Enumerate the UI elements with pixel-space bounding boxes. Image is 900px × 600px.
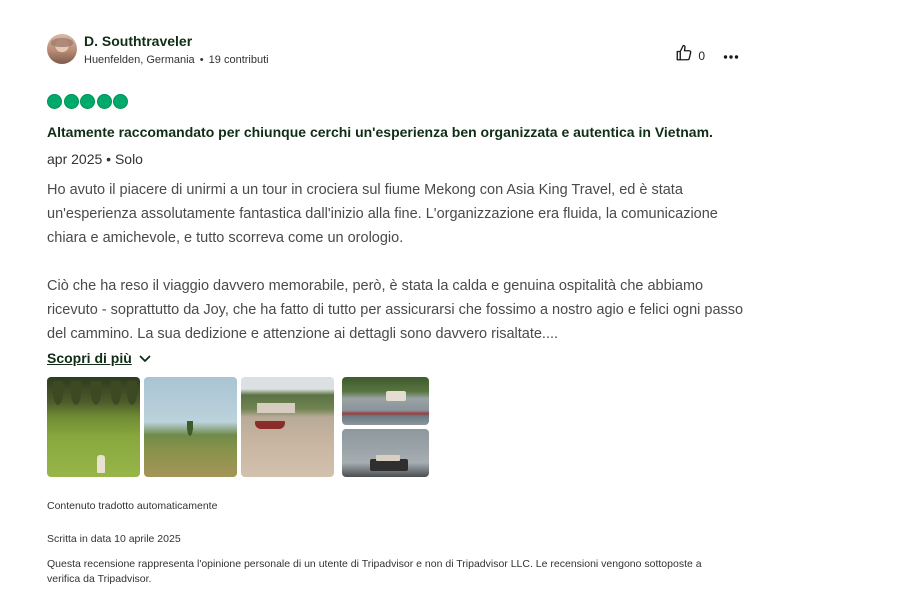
review-body xyxy=(47,178,747,346)
more-options-button[interactable] xyxy=(723,47,739,65)
trip-info: apr 2025 • Solo xyxy=(47,151,143,167)
house-shape xyxy=(257,403,295,413)
review-card xyxy=(47,32,747,587)
thumbs-up-icon xyxy=(675,44,693,67)
review-photos xyxy=(47,377,747,477)
written-date: Scritta in data 10 aprile 2025 xyxy=(47,533,181,545)
review-photo[interactable] xyxy=(342,429,429,477)
review-paragraph: Ciò che ha reso il viaggio davvero memorabile, però, è stata la calda e genuina ospitalità che abbiamo ricevuto - soprattutto da Joy, che ha fatto di tutto per assicurarsi che fossimo a nostro agio e felici ogni passo del cammino. La sua dedizione e attenzione ai dettagli sono davvero risaltate.... xyxy=(47,278,744,342)
review-actions xyxy=(675,44,739,67)
palm-shape xyxy=(51,381,65,409)
author-meta xyxy=(84,53,269,67)
palm-shape xyxy=(69,381,83,409)
author-info xyxy=(84,32,269,67)
review-paragraph: Ho avuto il piacere di unirmi a un tour in crociera sul fiume Mekong con Asia King Travel, ed è stata un'esperienza assolutamente fantastica dall'inizio alla fine. L'organizzazione era fluida, la comunicazione chiara e amichevole, e tutto scorreva come un orologio. xyxy=(47,182,718,246)
meta-separator: • xyxy=(199,54,204,66)
tree-shape xyxy=(186,421,194,439)
palm-shape xyxy=(89,381,103,409)
review-photo[interactable] xyxy=(47,377,140,477)
translated-notice: Contenuto tradotto automaticamente xyxy=(47,500,218,512)
person-shape xyxy=(97,455,105,473)
chevron-down-icon xyxy=(132,349,151,367)
author-location: Huenfelden, Germania xyxy=(84,54,195,66)
boat-cabin-shape xyxy=(376,455,400,461)
palm-shape xyxy=(125,381,139,409)
review-photo[interactable] xyxy=(241,377,334,477)
author-name[interactable]: D. Southtraveler xyxy=(84,33,193,49)
review-title[interactable]: Altamente raccomandato per chiunque cerchi un'esperienza ben organizzata e autentica in Vietnam. xyxy=(47,124,713,140)
rating-bubble-icon xyxy=(97,94,112,109)
rating-bubble-icon xyxy=(113,94,128,109)
read-more-button[interactable] xyxy=(47,349,151,367)
boat-shape xyxy=(255,421,285,429)
boat-shape xyxy=(386,391,406,401)
like-count: 0 xyxy=(698,48,705,63)
rating-bubble-icon xyxy=(64,94,79,109)
palm-shape xyxy=(109,381,123,409)
read-more-label: Scopri di più xyxy=(47,350,132,366)
ellipsis-icon xyxy=(723,47,739,65)
review-photo[interactable] xyxy=(342,377,429,425)
avatar[interactable] xyxy=(47,34,77,64)
author-contributions: 19 contributi xyxy=(208,54,269,66)
rating-bubble-icon xyxy=(47,94,62,109)
rating-bubble-icon xyxy=(80,94,95,109)
review-photo[interactable] xyxy=(144,377,237,477)
review-header xyxy=(47,32,747,72)
rating-bubbles xyxy=(47,94,747,110)
like-button[interactable] xyxy=(675,44,705,67)
avatar-image xyxy=(51,38,73,47)
review-disclaimer: Questa recensione rappresenta l'opinione personale di un utente di Tripadvisor e non di Tripadvisor LLC. Le recensioni vengono sottoposte a verifica da Tripadvisor. xyxy=(47,558,702,585)
